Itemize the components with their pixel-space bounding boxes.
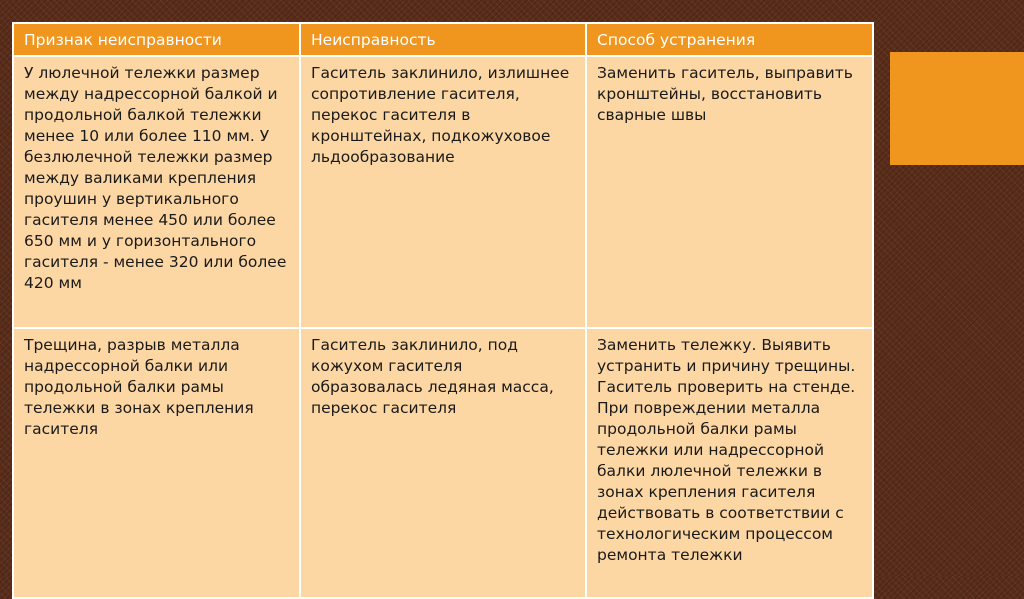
accent-block [890, 52, 1024, 165]
cell-sign: У люлечной тележки размер между надрессорной балкой и продольной балкой тележки менее 10 или более 110 мм. У безлюлечной тележки размер между валиками крепления проушин у вертикального гасителя менее 450 или более 650 мм и у горизонтального гасителя - менее 320 или более 420 мм [13, 56, 300, 328]
header-remedy: Способ устранения [586, 23, 873, 56]
table-row [13, 328, 873, 598]
cell-sign: Трещина, разрыв металла надрессорной балки или продольной балки рамы тележки в зонах крепления гасителя [13, 328, 300, 598]
table-row [13, 56, 873, 328]
header-fault: Неисправность [300, 23, 586, 56]
cell-fault: Гаситель заклинило, под кожухом гасителя образовалась ледяная масса, перекос гасителя [300, 328, 586, 598]
malfunction-table [12, 22, 874, 599]
header-sign: Признак неисправности [13, 23, 300, 56]
cell-remedy: Заменить тележку. Выявить устранить и причину трещины. Гаситель проверить на стенде. При повреждении металла продольной балки рамы тележки или надрессорной балки люлечной тележки в зонах крепления гасителя действовать в соответствии с технологическим процессом ремонта тележки [586, 328, 873, 598]
header-row [13, 23, 873, 56]
cell-fault: Гаситель заклинило, излишнее сопротивление гасителя, перекос гасителя в кронштейнах, подкожуховое льдообразование [300, 56, 586, 328]
cell-remedy: Заменить гаситель, выправить кронштейны, восстановить сварные швы [586, 56, 873, 328]
